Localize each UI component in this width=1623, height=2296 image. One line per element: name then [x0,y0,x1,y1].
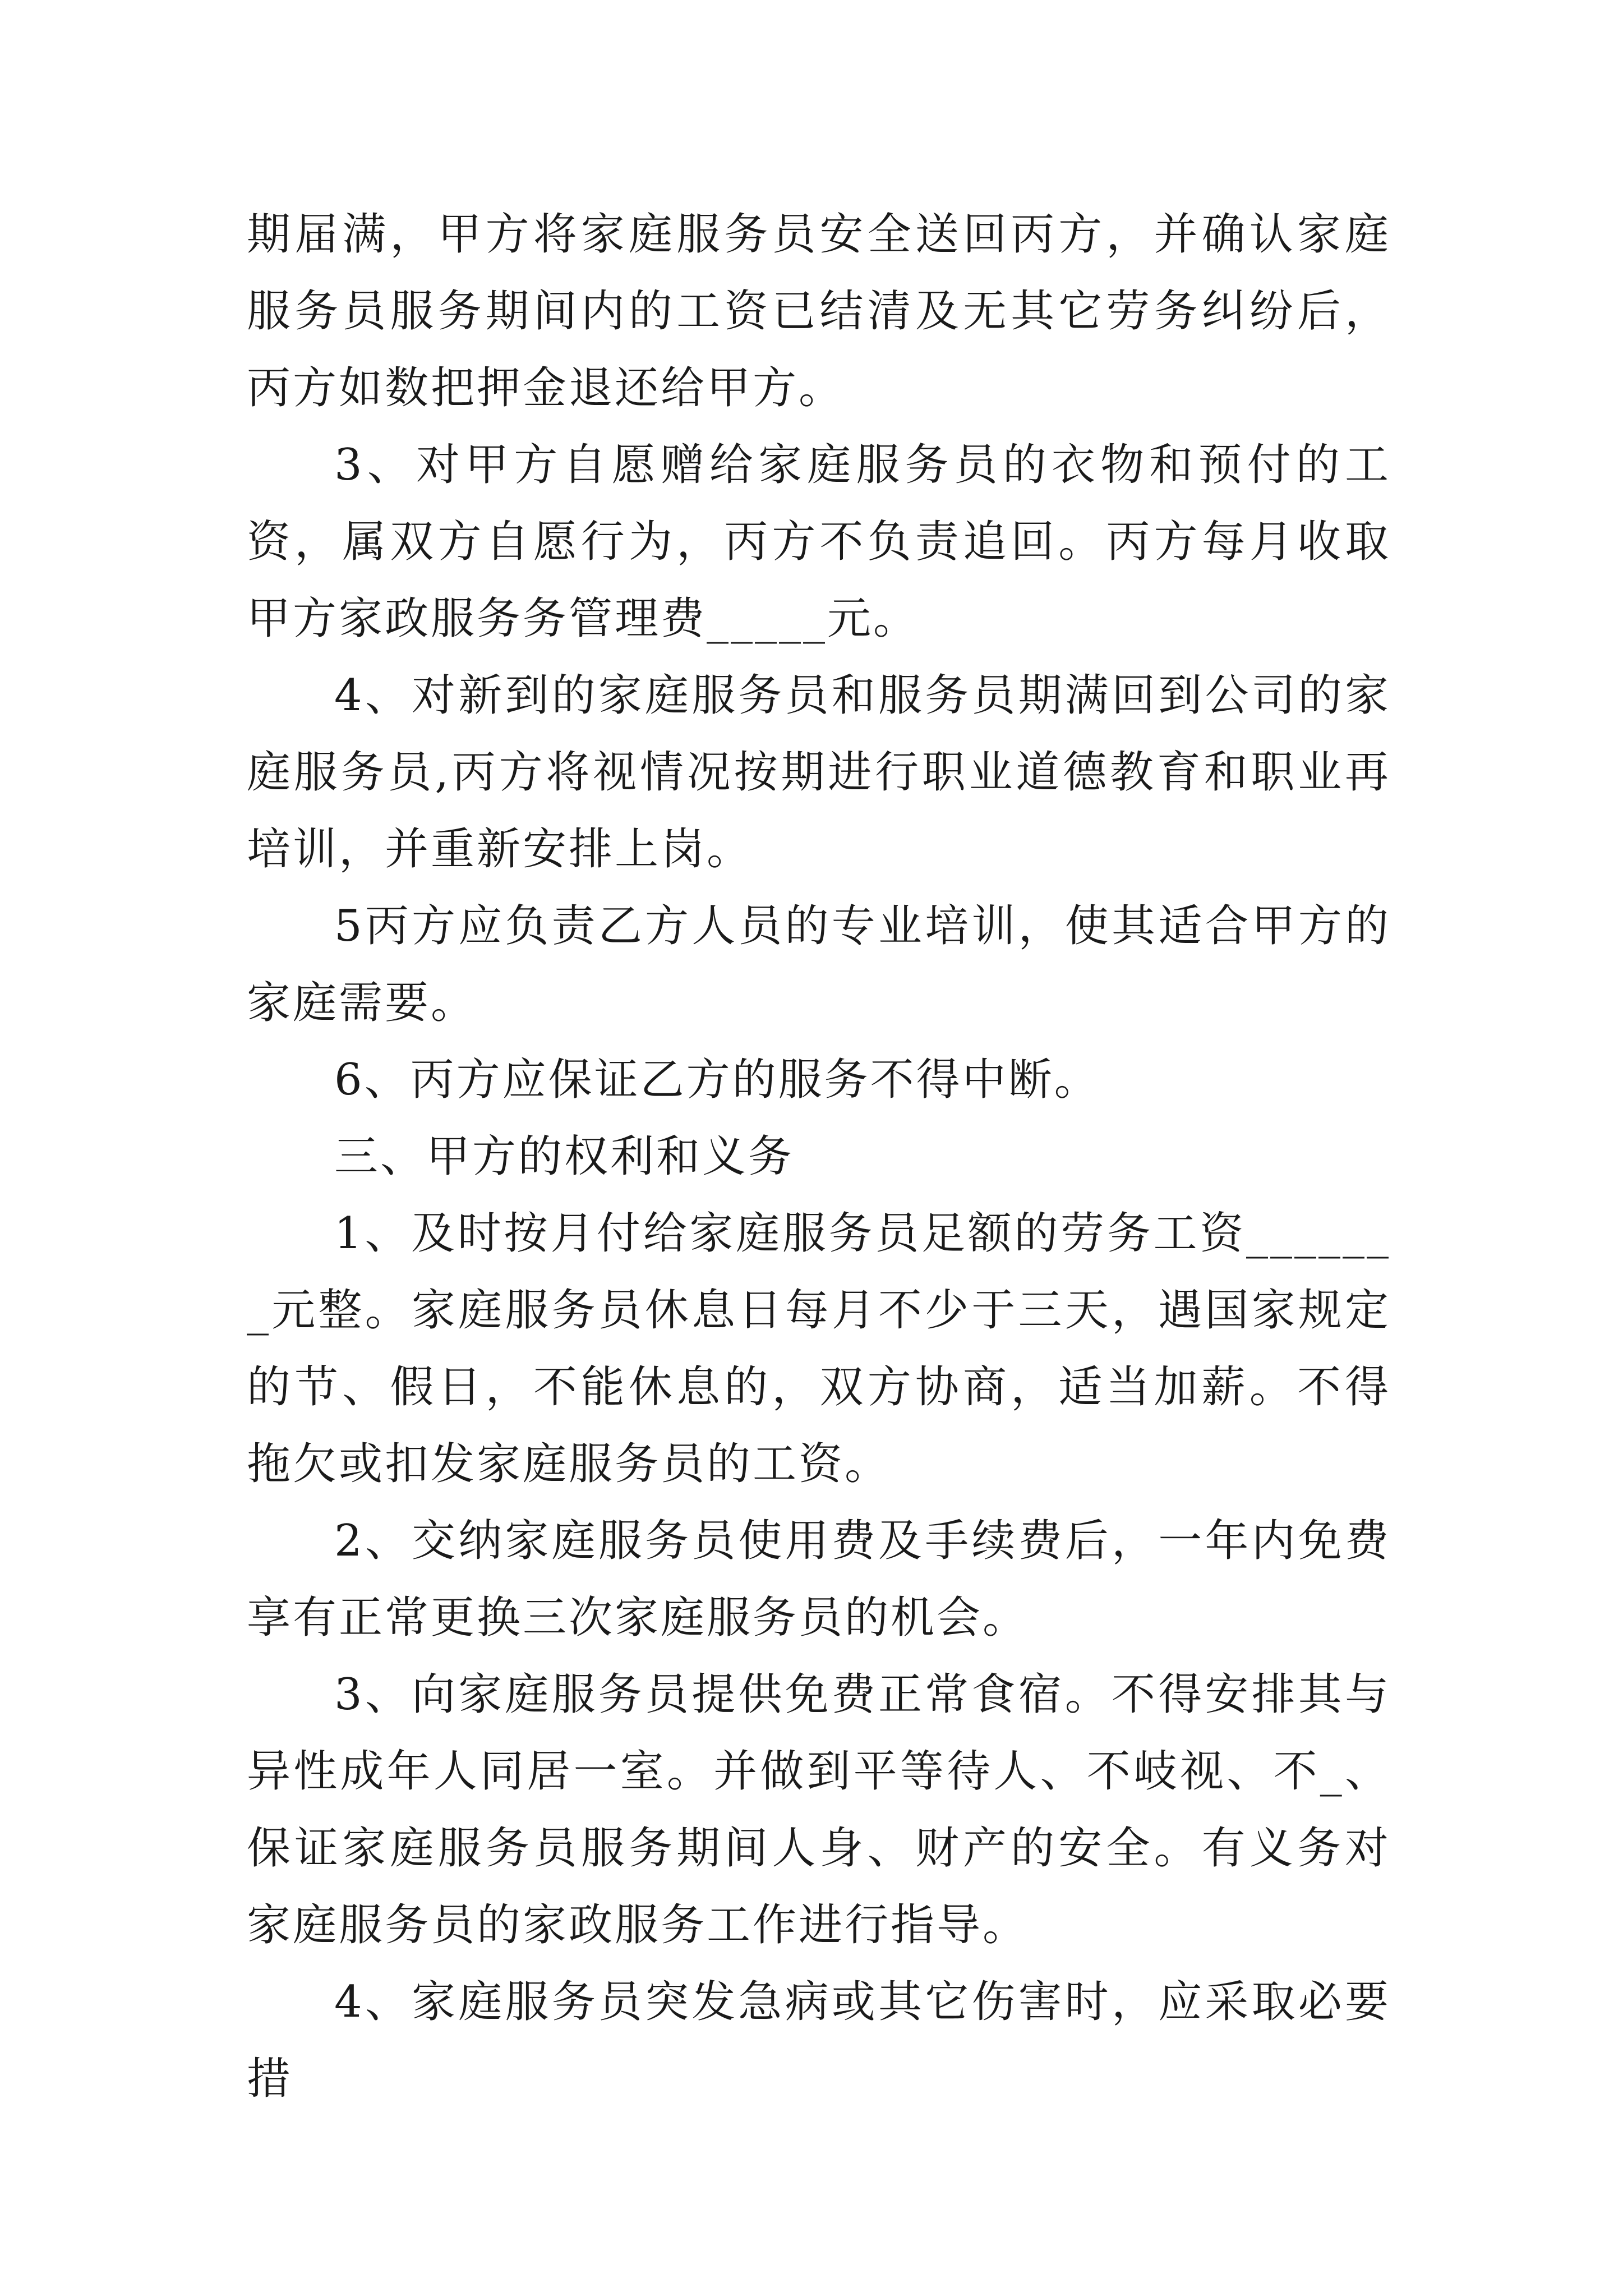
paragraph: 3、向家庭服务员提供免费正常食宿。不得安排其与异性成年人同居一室。并做到平等待人、不岐视、不_、保证家庭服务员服务期间人身、财产的安全。有义务对家庭服务员的家政服务工作进行指导。 [247,1669,1391,1950]
section-heading: 三、甲方的权利和义务 [334,1131,795,1182]
paragraph: 5丙方应负责乙方人员的专业培训，使其适合甲方的家庭需要。 [247,901,1391,1028]
paragraph: 4、家庭服务员突发急病或其它伤害时，应采取必要措 [247,1977,1391,2104]
document-body [247,196,1391,2118]
paragraph: 1、及时按月付给家庭服务员足额的劳务工资_______元整。家庭服务员休息日每月不少于三天，遇国家规定的节、假日，不能休息的，双方协商，适当加薪。不得拖欠或扣发家庭服务员的工资。 [247,1208,1391,1489]
paragraph: 6、丙方应保证乙方的服务不得中断。 [334,1055,1100,1105]
paragraph: 2、交纳家庭服务员使用费及手续费后，一年内免费享有正常更换三次家庭服务员的机会。 [247,1516,1391,1643]
paragraph: 4、对新到的家庭服务员和服务员期满回到公司的家庭服务员,丙方将视情况按期进行职业道德教育和职业再培训，并重新安排上岗。 [247,670,1391,875]
paragraph: 期届满，甲方将家庭服务员安全送回丙方，并确认家庭服务员服务期间内的工资已结清及无其它劳务纠纷后，丙方如数把押金退还给甲方。 [247,209,1391,413]
paragraph: 3、对甲方自愿赠给家庭服务员的衣物和预付的工资，属双方自愿行为，丙方不负责追回。丙方每月收取甲方家政服务务管理费_____元。 [247,440,1391,644]
